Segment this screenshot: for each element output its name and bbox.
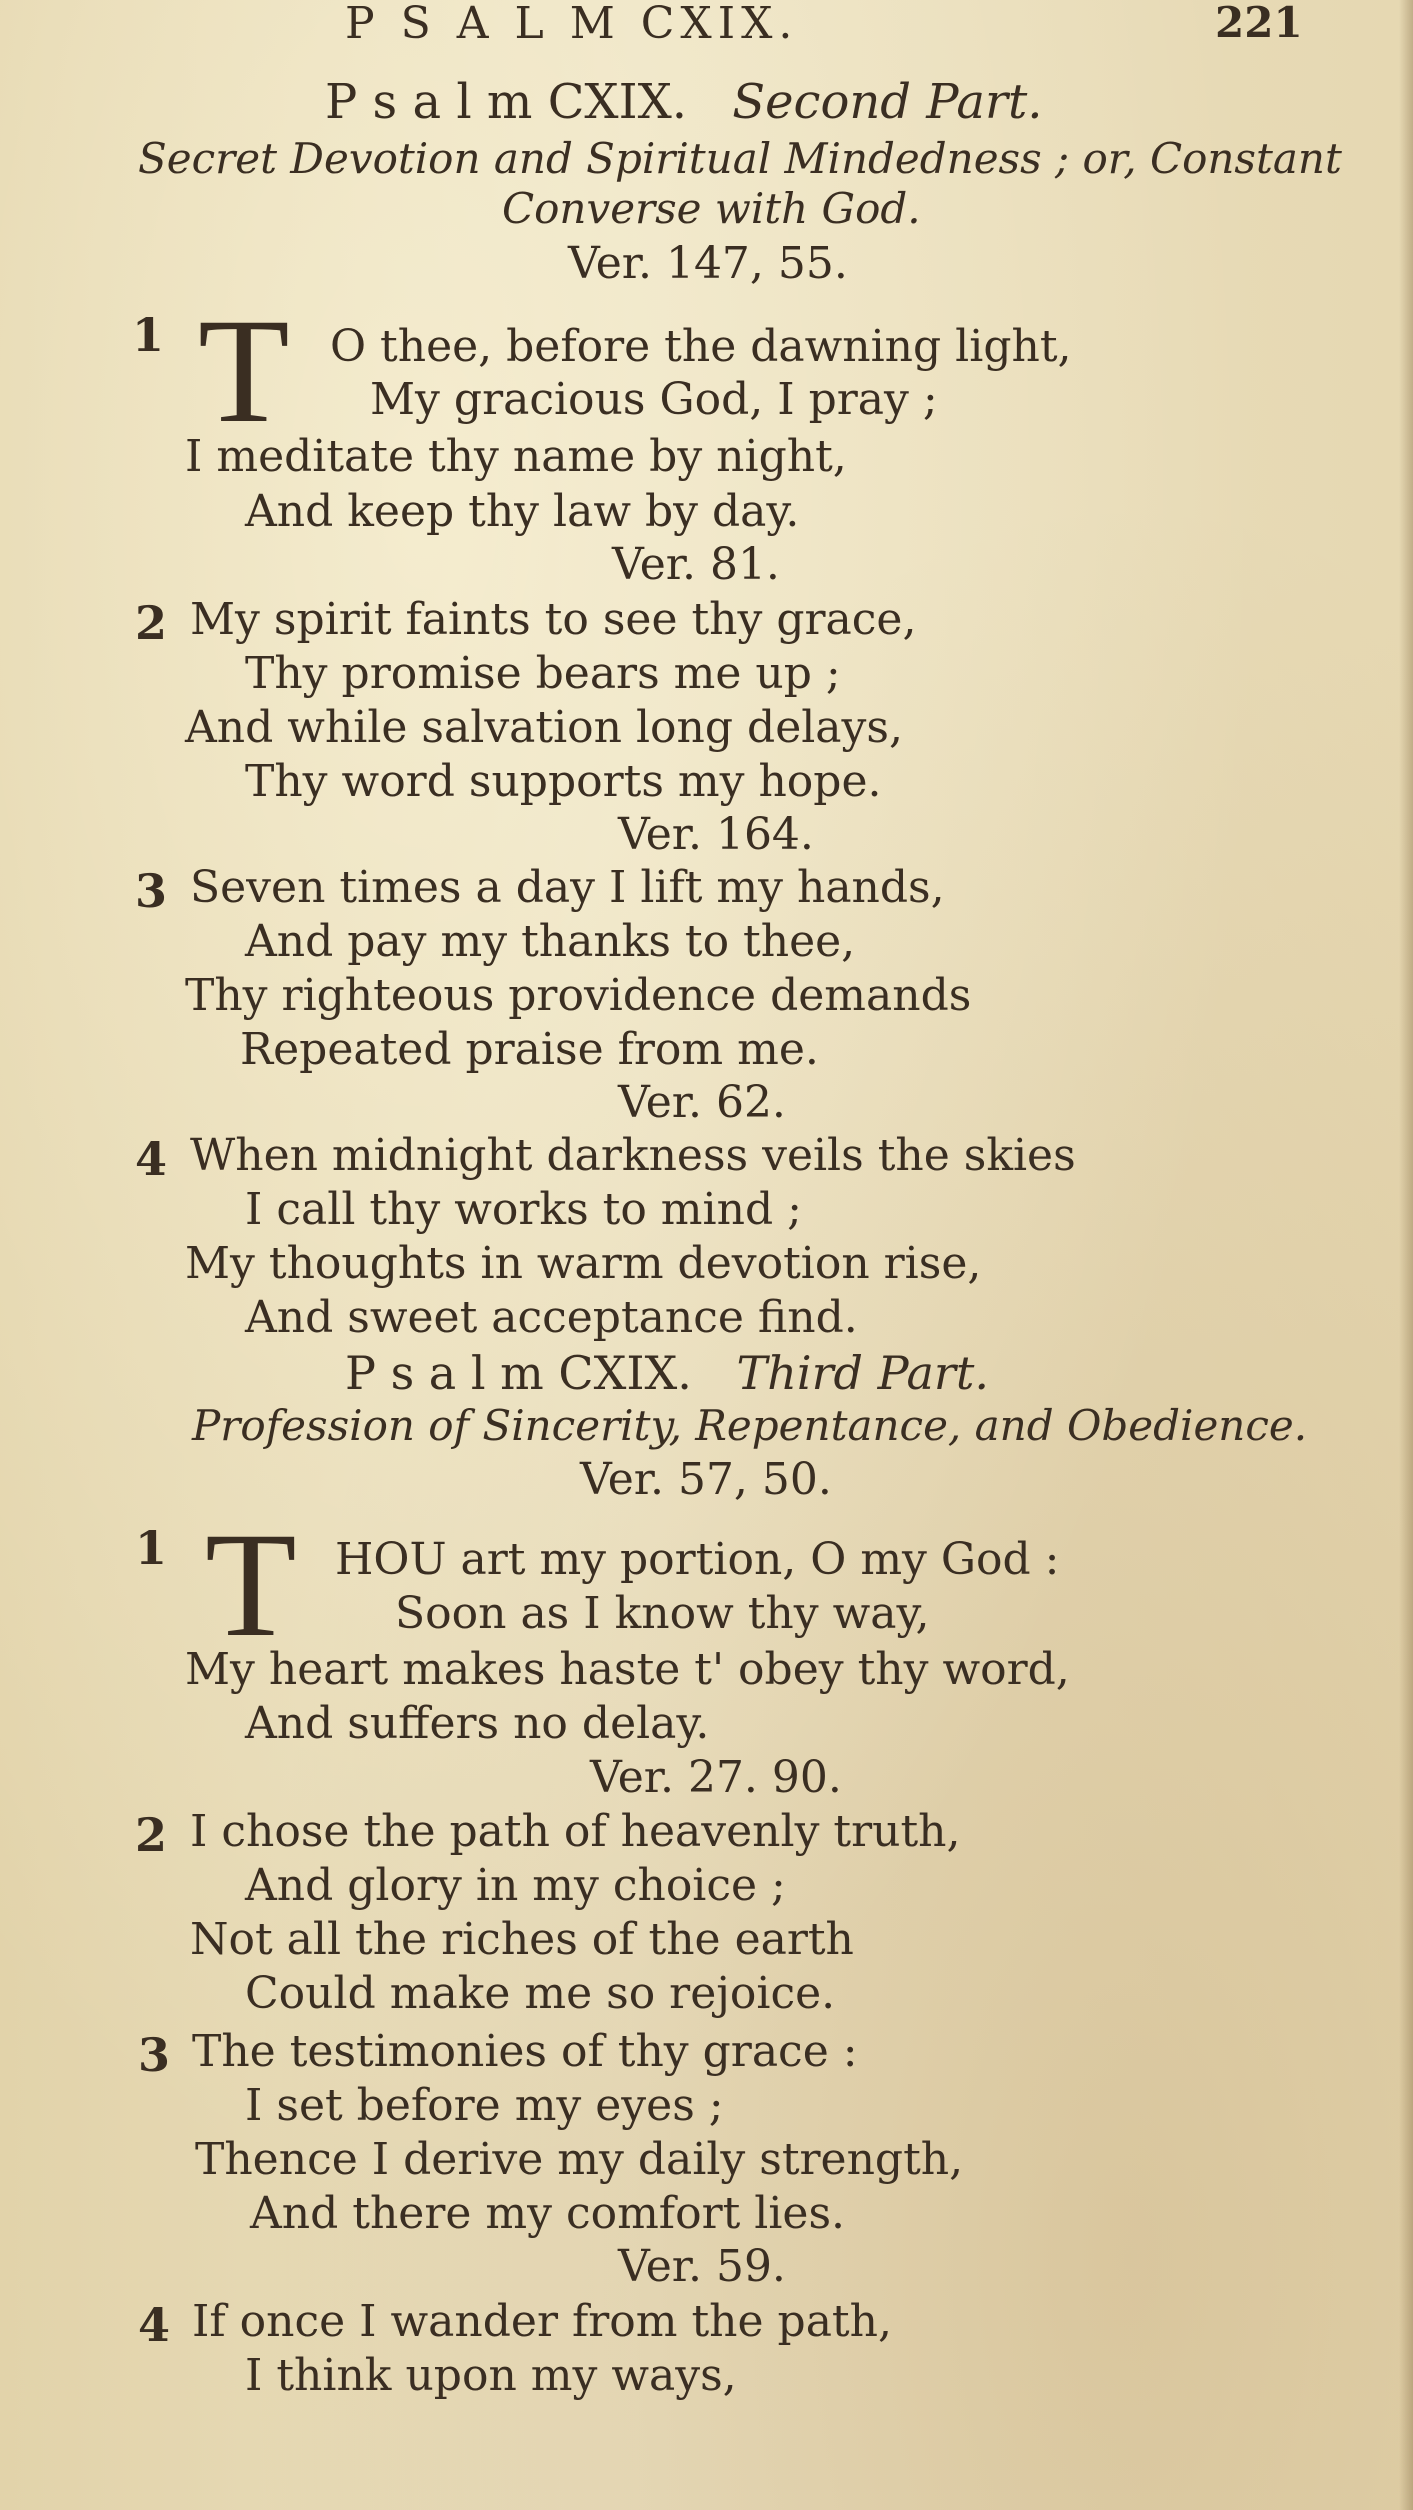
poem-line: My thoughts in warm devotion rise,	[185, 1238, 982, 1289]
poem-line: Thy promise bears me up ;	[245, 648, 841, 699]
poem-line: Thy righteous providence demands	[185, 970, 972, 1021]
part3-heading	[345, 1346, 990, 1400]
poem-line: HOU art my portion, O my God :	[335, 1534, 1060, 1585]
drop-cap: T	[198, 288, 290, 454]
poem-line: And glory in my choice ;	[245, 1860, 786, 1911]
page-edge-shadow	[1399, 0, 1413, 2510]
stanza-number: 3	[135, 864, 168, 918]
poem-line: My gracious God, I pray ;	[370, 374, 938, 425]
verse-reference: Ver. 59.	[618, 2241, 786, 2292]
verse-reference: Ver. 81.	[612, 539, 780, 590]
verse-reference: Ver. 164.	[618, 809, 814, 860]
drop-cap: T	[205, 1502, 297, 1668]
poem-line: My heart makes haste t' obey thy word,	[185, 1644, 1070, 1695]
stanza-number: 4	[135, 1132, 168, 1186]
poem-line: And while salvation long delays,	[185, 702, 903, 753]
poem-line: And keep thy law by day.	[245, 486, 800, 537]
poem-line: Soon as I know thy way,	[395, 1588, 930, 1639]
stanza-number: 2	[135, 596, 168, 650]
poem-line: I think upon my ways,	[245, 2350, 737, 2401]
stanza-number: 4	[138, 2298, 171, 2352]
poem-line: Repeated praise from me.	[240, 1024, 819, 1075]
poem-line: Could make me so rejoice.	[245, 1968, 836, 2019]
part2-heading	[325, 74, 1043, 130]
stanza-number: 1	[132, 308, 165, 362]
verse-reference: Ver. 147, 55.	[568, 238, 848, 289]
poem-line: And there my comfort lies.	[250, 2188, 846, 2239]
poem-line: I meditate thy name by night,	[185, 431, 847, 482]
poem-line: And sweet acceptance find.	[245, 1292, 858, 1343]
poem-line: Thy word supports my hope.	[245, 756, 882, 807]
part2-subtitle-line2: Converse with God.	[502, 184, 921, 233]
page-number: 221	[1215, 0, 1303, 47]
part2-psalm-title: P s a l m CXIX.	[325, 74, 687, 130]
poem-line: Thence I derive my daily strength,	[195, 2134, 964, 2185]
poem-line: And suffers no delay.	[245, 1698, 710, 1749]
poem-line: I chose the path of heavenly truth,	[190, 1806, 961, 1857]
poem-line: Seven times a day I lift my hands,	[190, 862, 945, 913]
stanza-number: 1	[135, 1521, 168, 1575]
poem-line: I call thy works to mind ;	[245, 1184, 802, 1235]
poem-line: Not all the riches of the earth	[190, 1914, 854, 1965]
poem-line: The testimonies of thy grace :	[192, 2026, 858, 2077]
poem-line: And pay my thanks to thee,	[245, 916, 856, 967]
verse-reference: Ver. 27. 90.	[590, 1752, 842, 1803]
stanza-number: 2	[135, 1808, 168, 1862]
part3-subtitle: Profession of Sincerity, Repentance, and Obedience.	[192, 1401, 1308, 1450]
poem-line: When midnight darkness veils the skies	[190, 1130, 1076, 1181]
poem-line: If once I wander from the path,	[192, 2296, 892, 2347]
poem-line: My spirit faints to see thy grace,	[190, 594, 917, 645]
part3-part-label: Third Part.	[736, 1346, 990, 1400]
verse-reference: Ver. 57, 50.	[580, 1454, 832, 1505]
poem-line: O thee, before the dawning light,	[330, 321, 1072, 372]
running-title: P S A L M CXIX.	[345, 0, 799, 49]
poem-line: I set before my eyes ;	[245, 2080, 724, 2131]
stanza-number: 3	[138, 2028, 171, 2082]
part2-part-label: Second Part.	[732, 74, 1043, 130]
part3-psalm-title: P s a l m CXIX.	[345, 1346, 692, 1400]
part2-subtitle-line1: Secret Devotion and Spiritual Mindedness ; or, Constant	[138, 134, 1342, 183]
verse-reference: Ver. 62.	[618, 1077, 786, 1128]
